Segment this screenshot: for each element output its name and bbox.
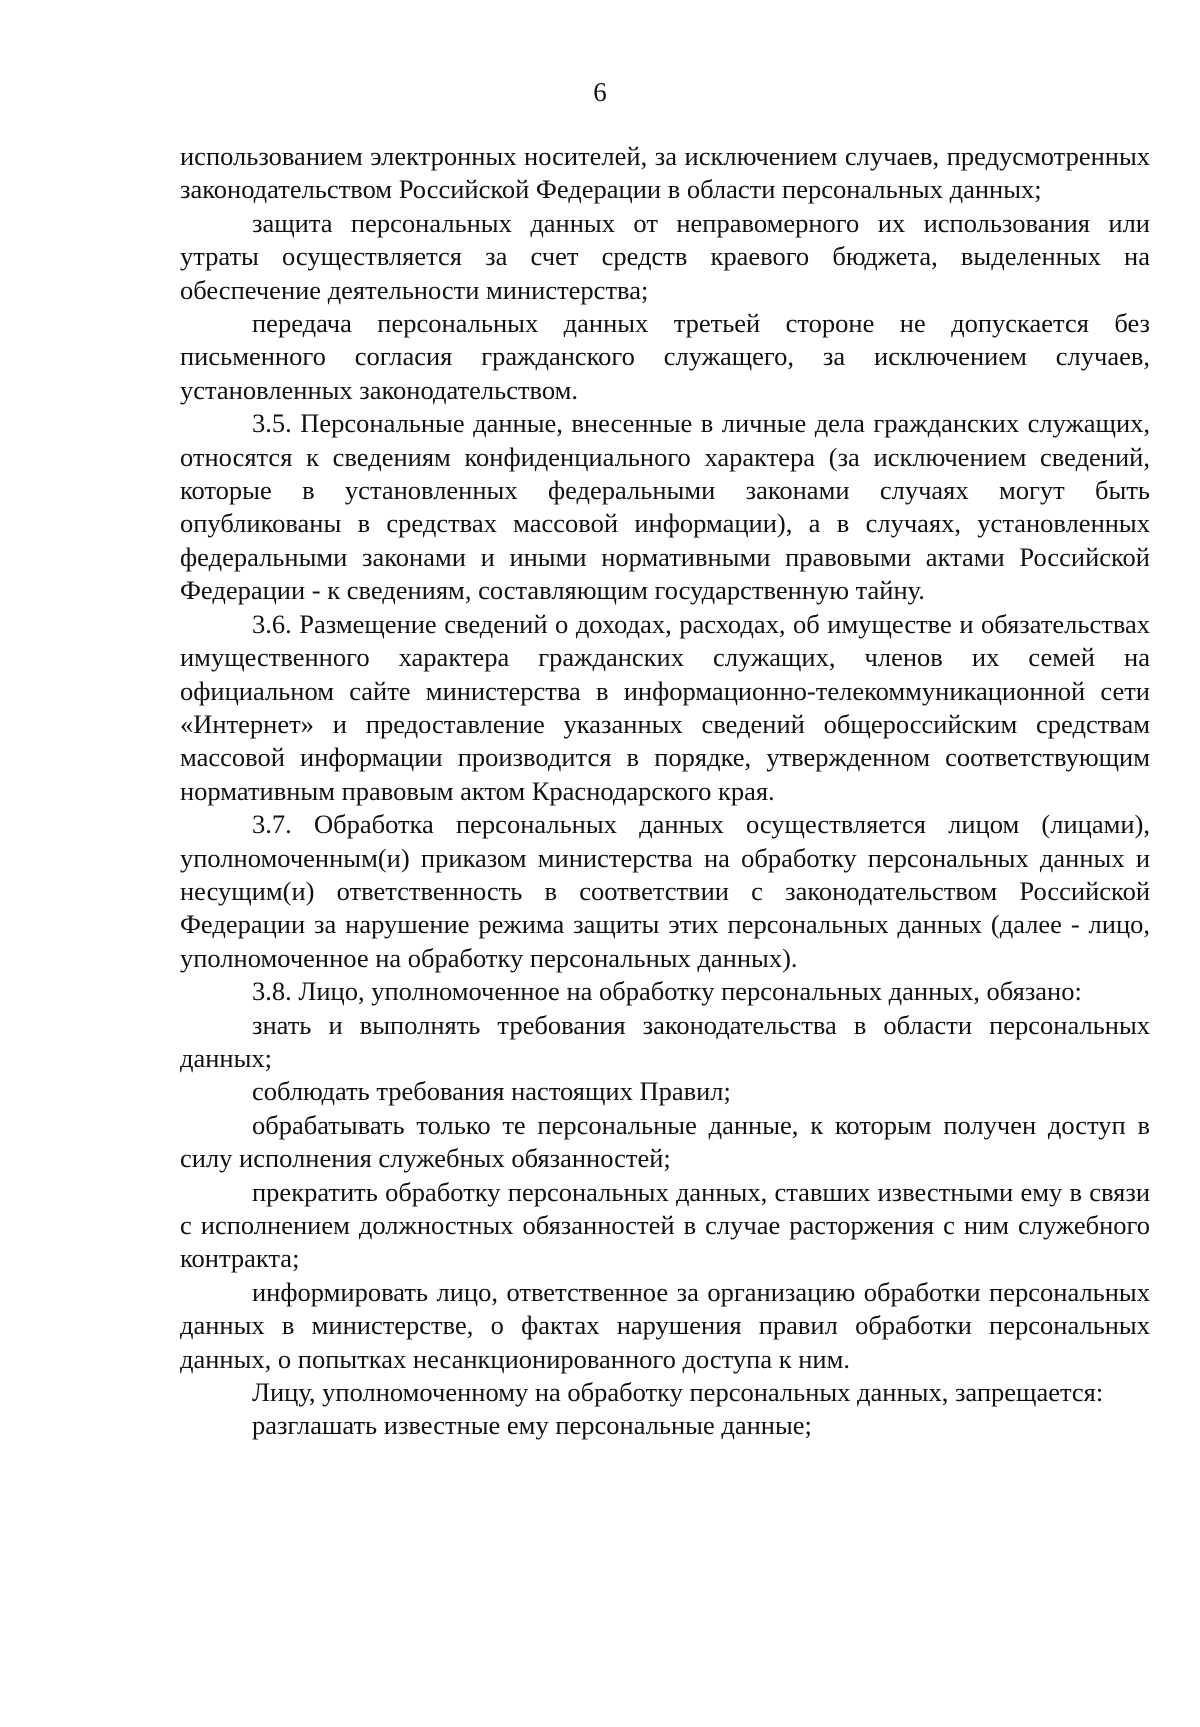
paragraph: соблюдать требования настоящих Правил; bbox=[252, 1076, 731, 1107]
paragraph: информировать лицо, ответственное за организацию обработки персональных данных в министерстве, о фактах нарушения правил обработки персональных данных, о попытках несанкционированного доступа к ним. bbox=[180, 1276, 1150, 1374]
paragraph: 3.8. Лицо, уполномоченное на обработку персональных данных, обязано: bbox=[252, 976, 1082, 1007]
paragraph: Лицу, уполномоченному на обработку персональных данных, запрещается: bbox=[252, 1377, 1104, 1408]
paragraph: 3.5. Персональные данные, внесенные в личные дела гражданских служащих, относятся к сведениям конфиденциального характера (за исключением сведений, которые в установленных федеральными законами случаях могут быть опубликованы в средствах массовой информации), а в случаях, установленных федеральными законами и иными нормативными правовыми актами Российской Федерации - к сведениям, составляющим государственную тайну. bbox=[180, 408, 1150, 606]
paragraph: знать и выполнять требования законодательства в области персональных данных; bbox=[180, 1009, 1150, 1073]
paragraph: обрабатывать только те персональные данные, к которым получен доступ в силу исполнения служебных обязанностей; bbox=[180, 1109, 1150, 1174]
paragraph: передача персональных данных третьей стороне не допускается без письменного согласия гражданского служащего, за исключением случаев, установленных законодательством. bbox=[180, 308, 1150, 405]
paragraph: использованием электронных носителей, за исключением случаев, предусмотренных законодательством Российской Федерации в области персональных данных; bbox=[180, 141, 1150, 205]
paragraph: 3.6. Размещение сведений о доходах, расходах, об имуществе и обязательствах имущественного характера гражданских служащих, членов их семей на официальном сайте министерства в информационно-телекоммуникационной сети «Интернет» и предоставление указанных сведений общероссийским средствам массовой информации производится в порядке, утвержденном соответствующим нормативным правовым актом Краснодарского края. bbox=[180, 608, 1150, 806]
document-body bbox=[180, 140, 1150, 1443]
paragraph: защита персональных данных от неправомерного их использования или утраты осуществляется за счет средств краевого бюджета, выделенных на обеспечение деятельности министерства; bbox=[180, 207, 1150, 305]
page-number: 6 bbox=[593, 77, 607, 107]
paragraph: разглашать известные ему персональные данные; bbox=[252, 1410, 812, 1441]
paragraph: прекратить обработку персональных данных, ставших известными ему в связи с исполнением должностных обязанностей в случае расторжения с ним служебного контракта; bbox=[180, 1176, 1150, 1274]
paragraph: 3.7. Обработка персональных данных осуществляется лицом (лицами), уполномоченным(и) приказом министерства на обработку персональных данных и несущим(и) ответственность в соответствии с законодательством Российской Федерации за нарушение режима защиты этих персональных данных (далее - лицо, уполномоченное на обработку персональных данных). bbox=[180, 809, 1150, 973]
